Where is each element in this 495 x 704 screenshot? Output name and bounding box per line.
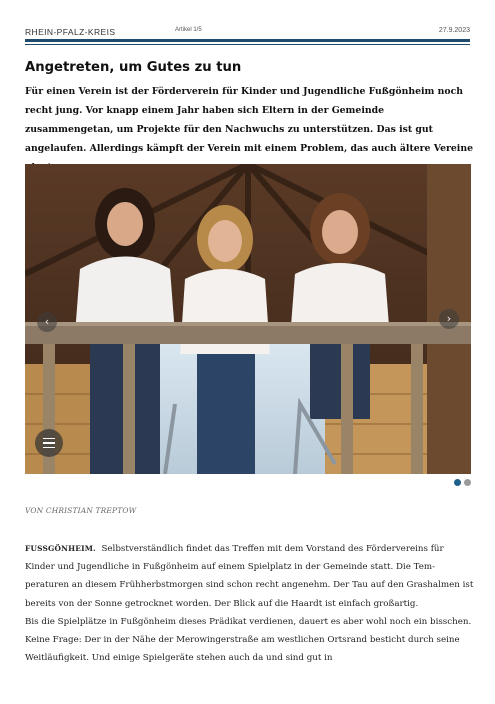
publication-date: 27.9.2023 [438,27,470,34]
article-paragraph: Bis die Spielplätze in Fußgönheim dieses Prädikat verdienen, dauert es aber wohl noch ein bisschen. Keine Frage: Der in der Nähe der Merowingerstraße am westlichen Ortsrand besticht durch seine Weitläufigkeit. Und einige Spielgeräte stehen auch da und sind gut in [25,616,472,664]
article-dateline: FUSSGÖNHEIM. [25,544,96,553]
menu-icon-bar [43,447,55,449]
playground-photo [25,164,471,474]
menu-icon-bar [43,442,55,444]
article-photo[interactable] [25,164,471,474]
section-label: RHEIN-PFALZ-KREIS [25,27,116,37]
gallery-next-button[interactable] [439,309,459,329]
article-headline: Angetreten, um Gutes zu tun [25,60,242,75]
chevron-right-icon: › [446,312,452,325]
paragraph-text: Selbstverständlich findet das Treffen mit dem Vorstand des Fördervereins für Kinder und Jugendliche in Fußgönheim auf einem Spielplatz in der Gemeinde statt. Die Temperaturen an diesem Frühherbstmorgen sind schon recht angenehm. Der Tau auf den Grashalmen ist bereits von der Sonne getrocknet worden. Der Blick auf die Haardt ist einfach großartig. [25,544,474,609]
header-rule [25,39,470,42]
gallery-dot[interactable] [464,479,471,486]
article-counter: Artikel 1/5 [175,27,202,33]
article-body [25,540,475,667]
article-paragraph [25,540,475,613]
chevron-left-icon: ‹ [44,315,50,328]
header-rule-thin [25,44,470,45]
gallery-pagination [454,479,471,486]
gallery-prev-button[interactable] [37,312,57,332]
gallery-dot-active[interactable] [454,479,461,486]
article-byline: VON CHRISTIAN TREPTOW [25,506,137,515]
menu-icon-bar [43,438,55,440]
gallery-menu-button[interactable] [35,429,63,457]
article-lead: Für einen Verein ist der Förderverein für Kinder und Jugendliche Fußgönheim noch recht jung. Vor knapp einem Jahr haben sich Eltern in der Gemeinde zusammengetan, um Projekte für den Nachwuchs zu unterstützen. Das ist gut angelaufen. Allerdings kämpft der Verein mit einem Problem, das auch ältere Vereine [25,86,473,154]
